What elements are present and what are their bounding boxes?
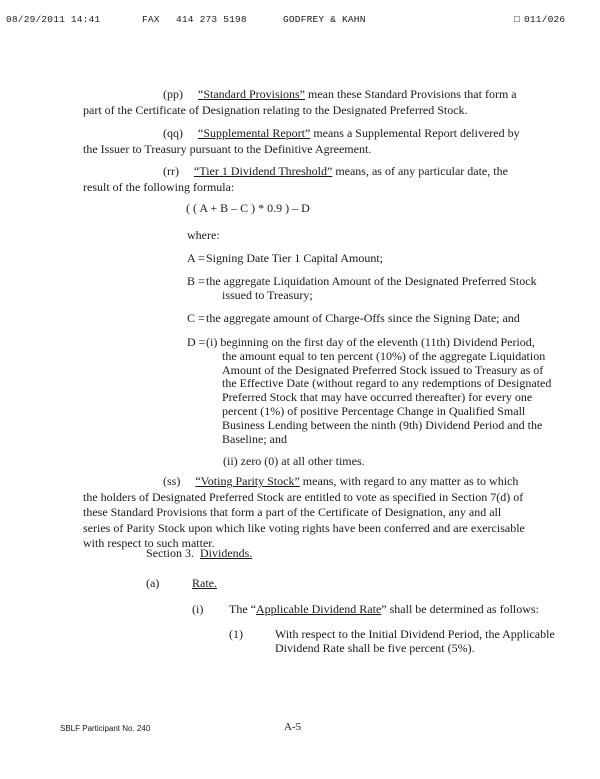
variable-a: A = Signing Date Tier 1 Capital Amount; <box>187 251 384 265</box>
participant-number: SBLF Participant No. 240 <box>60 724 151 733</box>
term-supplemental-report: “Supplemental Report” <box>198 126 311 140</box>
definition-rr: (rr) “Tier 1 Dividend Threshold” means, as of any particular date, the result of the following formula: <box>83 164 508 194</box>
definition-ss: (ss) “Voting Parity Stock” means, with regard to any matter as to which the holders of Designated Preferred Stock are entitled to vote as specified in Section 7(d) of these Standard Provisions that form a part of the Certificate of Designation, any and all series of Parity Stock upon which like voting rights have been conferred and are exercisable with respect to such matter. <box>83 474 525 550</box>
fax-datetime: 08/29/2011 14:41 <box>6 14 101 25</box>
variable-b: B = the aggregate Liquidation Amount of the Designated Preferred Stock issued to Treasury; <box>187 274 537 302</box>
term-applicable-dividend-rate: Applicable Dividend Rate <box>255 602 382 616</box>
subsection-a-label: (a) <box>146 576 160 590</box>
definition-qq: (qq) “Supplemental Report” means a Supplemental Report delivered by the Issuer to Treasury pursuant to the Definitive Agreement. <box>83 126 520 156</box>
item-1-label: (1) <box>229 627 243 641</box>
subsection-a-title: Rate. <box>192 576 217 590</box>
formula: ( ( A + B – C ) * 0.9 ) – D <box>186 201 310 215</box>
clause-i-text: The “Applicable Dividend Rate” shall be determined as follows: <box>229 602 539 616</box>
fax-page-icon: □ <box>514 14 520 25</box>
fax-page: 011/026 <box>524 14 566 25</box>
clause-i-label: (i) <box>192 602 204 616</box>
term-voting-parity-stock: “Voting Parity Stock” <box>195 474 300 488</box>
fax-number: 414 273 5198 <box>176 14 247 25</box>
fax-firm: GODFREY & KAHN <box>283 14 366 25</box>
variable-c: C = the aggregate amount of Charge-Offs since the Signing Date; and <box>187 311 520 325</box>
definition-pp: (pp) “Standard Provisions” mean these Standard Provisions that form a part of the Certificate of Designation relating to the Designated Preferred Stock. <box>83 87 517 117</box>
term-tier1-dividend-threshold: “Tier 1 Dividend Threshold” <box>193 164 333 178</box>
variable-d: D = (i) beginning on the first day of the eleventh (11th) Dividend Period, the amount equal to ten percent (10%) of the aggregate Liquidation Amount of the Designated Preferred Stock issued to Treasury as of the Effective Date (without regard to any redemptions of Designated Preferred Stock that may have occurred thereafter) for every one percent (1%) of positive Percentage Change in Qualified Small Business Lending between the ninth (9th) Dividend Period and the Baseline; and <box>187 335 552 446</box>
page-number: A-5 <box>284 721 302 733</box>
item-1-text: With respect to the Initial Dividend Period, the Applicable Dividend Rate shall be five percent (5%). <box>275 627 555 655</box>
fax-label: FAX <box>142 14 160 25</box>
variable-d-ii: (ii) zero (0) at all other times. <box>223 454 365 468</box>
section-3-heading: Section 3. Dividends. <box>146 546 253 560</box>
term-standard-provisions: “Standard Provisions” <box>198 87 305 101</box>
where-label: where: <box>187 228 220 242</box>
fax-header <box>6 14 594 28</box>
